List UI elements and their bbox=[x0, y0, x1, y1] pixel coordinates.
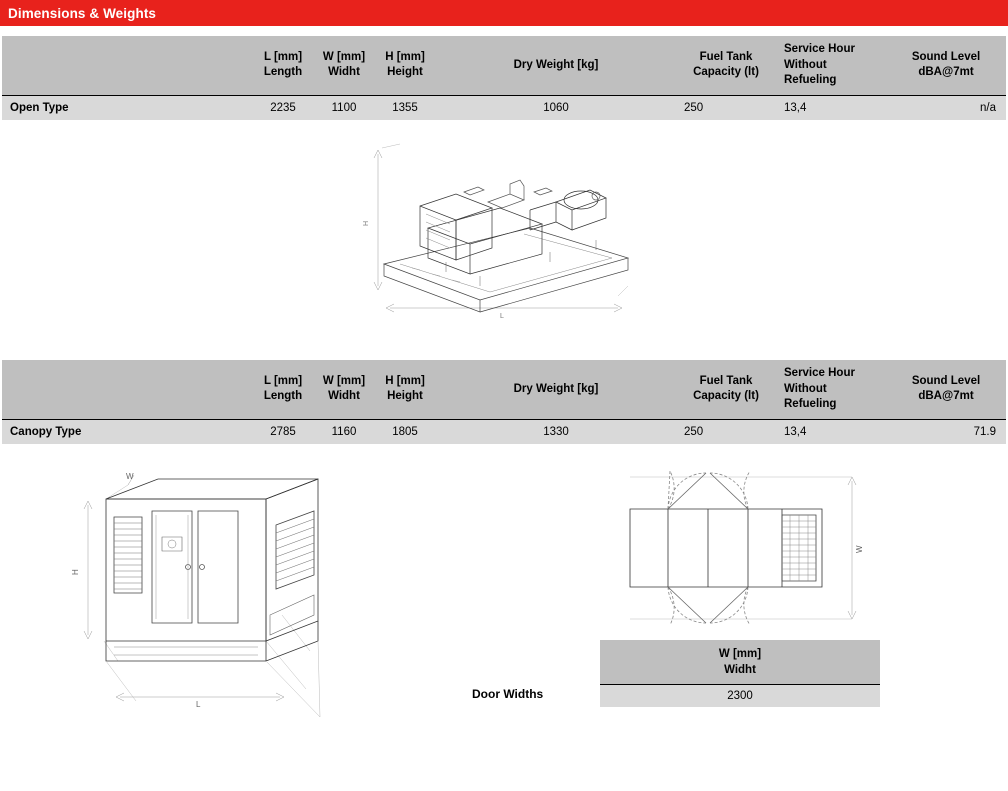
column-header-fuel-tank: Fuel Tank Capacity (lt) bbox=[676, 360, 776, 419]
column-header-door-width: W [mm] Widht bbox=[600, 640, 880, 685]
cell-dry-weight: 1330 bbox=[436, 419, 676, 444]
page-title: Dimensions & Weights bbox=[8, 5, 157, 21]
column-header-height: H [mm] Height bbox=[374, 360, 436, 419]
dimension-label-width: W bbox=[855, 545, 864, 553]
table-header-row bbox=[2, 360, 1006, 419]
cell-fuel-tank: 250 bbox=[676, 419, 776, 444]
column-header-sound-level: Sound Level dBA@7mt bbox=[886, 36, 1006, 95]
table-row bbox=[600, 685, 880, 708]
title-bar-filler bbox=[394, 0, 1008, 26]
row-label-open-type: Open Type bbox=[2, 95, 252, 120]
column-header-dry-weight: Dry Weight [kg] bbox=[436, 36, 676, 95]
canopy-side-view-svg bbox=[70, 465, 380, 725]
column-header-blank bbox=[2, 360, 252, 419]
canopy-top-view-drawing bbox=[590, 465, 880, 630]
column-header-length: L [mm] Length bbox=[252, 36, 314, 95]
cell-width: 1100 bbox=[314, 95, 374, 120]
table-row bbox=[2, 419, 1006, 444]
column-header-blank bbox=[2, 36, 252, 95]
column-header-fuel-tank: Fuel Tank Capacity (lt) bbox=[676, 36, 776, 95]
open-type-drawing bbox=[360, 136, 650, 321]
column-header-sound-level: Sound Level dBA@7mt bbox=[886, 360, 1006, 419]
column-header-height: H [mm] Height bbox=[374, 36, 436, 95]
canopy-type-spec-table bbox=[2, 360, 1006, 444]
door-widths-label: Door Widths bbox=[472, 687, 544, 701]
cell-service-hour: 13,4 bbox=[776, 419, 886, 444]
table-row bbox=[2, 95, 1006, 120]
cell-height: 1805 bbox=[374, 419, 436, 444]
dimension-label-width: W bbox=[126, 472, 134, 481]
dimension-label-length: L bbox=[500, 313, 504, 320]
column-header-dry-weight: Dry Weight [kg] bbox=[436, 360, 676, 419]
column-header-length: L [mm] Length bbox=[252, 360, 314, 419]
canopy-door-swing-svg bbox=[590, 465, 880, 630]
dimension-label-length: L bbox=[196, 700, 201, 709]
open-type-spec-table bbox=[2, 36, 1006, 120]
cell-fuel-tank: 250 bbox=[676, 95, 776, 120]
cell-service-hour: 13,4 bbox=[776, 95, 886, 120]
column-header-width: W [mm] Widht bbox=[314, 360, 374, 419]
table-header-row bbox=[600, 640, 880, 685]
column-header-service-hour: Service Hour Without Refueling bbox=[776, 360, 886, 419]
section-title-bar bbox=[0, 0, 394, 26]
cell-door-width: 2300 bbox=[600, 685, 880, 708]
dimension-label-height: H bbox=[363, 220, 370, 226]
cell-length: 2235 bbox=[252, 95, 314, 120]
row-label-canopy-type: Canopy Type bbox=[2, 419, 252, 444]
cell-width: 1160 bbox=[314, 419, 374, 444]
cell-sound-level: 71.9 bbox=[886, 419, 1006, 444]
table-header-row bbox=[2, 36, 1006, 95]
column-header-width: W [mm] Widht bbox=[314, 36, 374, 95]
open-type-generator-svg bbox=[360, 136, 650, 321]
door-widths-table bbox=[600, 640, 880, 707]
dimension-label-height: H bbox=[71, 569, 80, 575]
canopy-side-drawing bbox=[70, 465, 380, 725]
cell-height: 1355 bbox=[374, 95, 436, 120]
cell-dry-weight: 1060 bbox=[436, 95, 676, 120]
cell-length: 2785 bbox=[252, 419, 314, 444]
cell-sound-level: n/a bbox=[886, 95, 1006, 120]
column-header-service-hour: Service Hour Without Refueling bbox=[776, 36, 886, 95]
